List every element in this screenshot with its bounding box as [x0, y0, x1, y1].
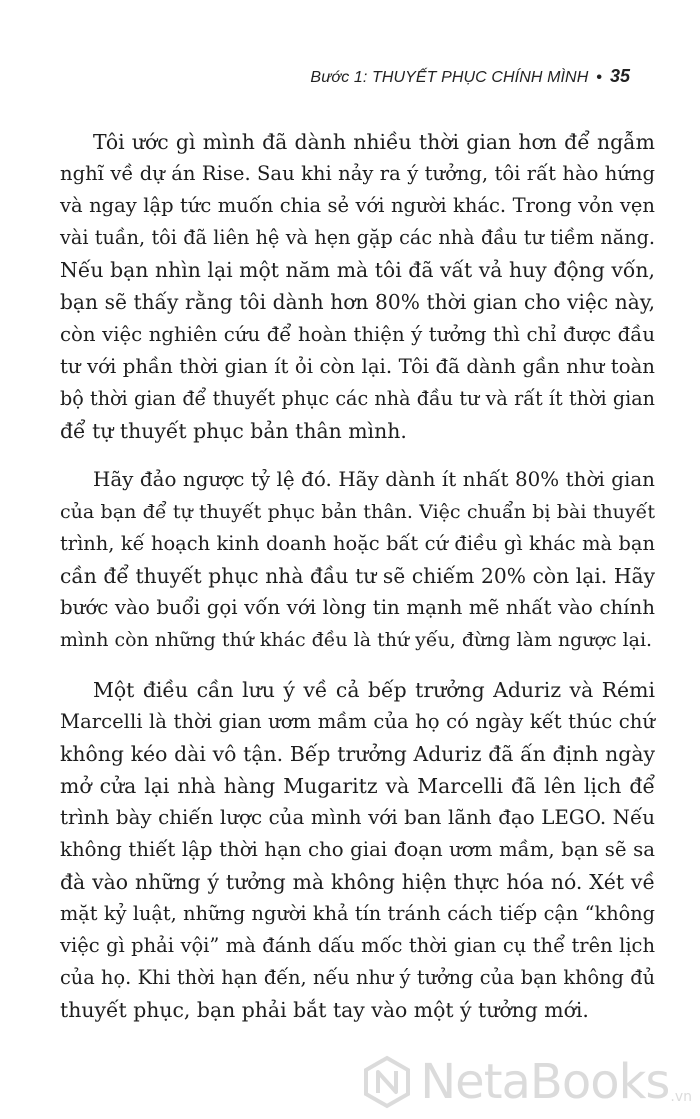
body-text	[60, 126, 655, 1044]
watermark-suffix: .vn	[670, 1089, 692, 1105]
watermark	[360, 1055, 692, 1109]
text-line: Một điều cần lưu ý về cả bếp trưởng Aduriz và Rémi	[93, 677, 655, 702]
text-line: Marcelli là thời gian ươm mầm của họ có ngày kết thúc chứ	[60, 709, 655, 733]
text-line: của họ. Khi thời hạn đến, nếu như ý tưởng của bạn không đủ	[60, 966, 655, 990]
text-line: nghĩ về dự án Rise. Sau khi nảy ra ý tưởng, tôi rất hào hứng	[60, 162, 655, 186]
text-line: và ngay lập tức muốn chia sẻ với người khác. Trong vỏn vẹn	[60, 194, 655, 218]
page-number: 35	[609, 66, 630, 86]
paragraph-2	[60, 464, 655, 657]
text-line: cần để thuyết phục nhà đầu tư sẽ chiếm 20% còn lại. Hãy	[60, 564, 655, 589]
text-line: bạn sẽ thấy rằng tôi dành hơn 80% thời gian cho việc này,	[60, 290, 655, 315]
text-line: của bạn để tự thuyết phục bản thân. Việc chuẩn bị bài thuyết	[60, 501, 655, 524]
netabooks-logo-icon	[360, 1055, 414, 1109]
text-line: việc gì phải vội” mà đánh dấu mốc thời gian cụ thể trên lịch	[60, 934, 655, 958]
text-line: để tự thuyết phục bản thân mình.	[60, 418, 407, 443]
header-separator: •	[596, 69, 602, 86]
watermark-brand: NetaBooks	[420, 1054, 670, 1110]
text-line: không thiết lập thời hạn cho giai đoạn ươm mầm, bạn sẽ sa	[60, 837, 655, 861]
text-line: tư với phần thời gian ít ỏi còn lại. Tôi đã dành gần như toàn	[60, 354, 655, 378]
paragraph-1	[60, 126, 655, 447]
running-header	[310, 66, 630, 87]
text-line: mở cửa lại nhà hàng Mugaritz và Marcelli đã lên lịch để	[60, 773, 655, 798]
text-line: còn việc nghiên cứu để hoàn thiện ý tưởng thì chỉ được đầu	[60, 322, 655, 346]
chapter-title: Bước 1: THUYẾT PHỤC CHÍNH MÌNH	[310, 69, 589, 86]
text-line: thuyết phục, bạn phải bắt tay vào một ý tưởng mới.	[60, 998, 589, 1023]
text-line: Nếu bạn nhìn lại một năm mà tôi đã vất vả huy động vốn,	[60, 258, 655, 283]
text-line: trình, kế hoạch kinh doanh hoặc bất cứ điều gì khác mà bạn	[60, 532, 655, 556]
text-line: bước vào buổi gọi vốn với lòng tin mạnh mẽ nhất vào chính	[60, 596, 655, 620]
paragraph-3	[60, 674, 655, 1027]
text-line: vài tuần, tôi đã liên hệ và hẹn gặp các nhà đầu tư tiềm năng.	[60, 226, 655, 250]
text-line: mình còn những thứ khác đều là thứ yếu, đừng làm ngược lại.	[60, 629, 653, 652]
text-line: không kéo dài vô tận. Bếp trưởng Aduriz đã ấn định ngày	[60, 741, 655, 766]
text-line: mặt kỷ luật, những người khả tín tránh cách tiếp cận “không	[60, 902, 655, 926]
text-line: trình bày chiến lược của mình với ban lãnh đạo LEGO. Nếu	[60, 805, 655, 829]
text-line: bộ thời gian để thuyết phục các nhà đầu tư và rất ít thời gian	[60, 386, 655, 410]
text-line: đà vào những ý tưởng mà không hiện thực hóa nó. Xét về	[60, 870, 655, 895]
text-line: Tôi ước gì mình đã dành nhiều thời gian hơn để ngẫm	[93, 130, 655, 154]
text-line: Hãy đảo ngược tỷ lệ đó. Hãy dành ít nhất 80% thời gian	[93, 467, 655, 491]
